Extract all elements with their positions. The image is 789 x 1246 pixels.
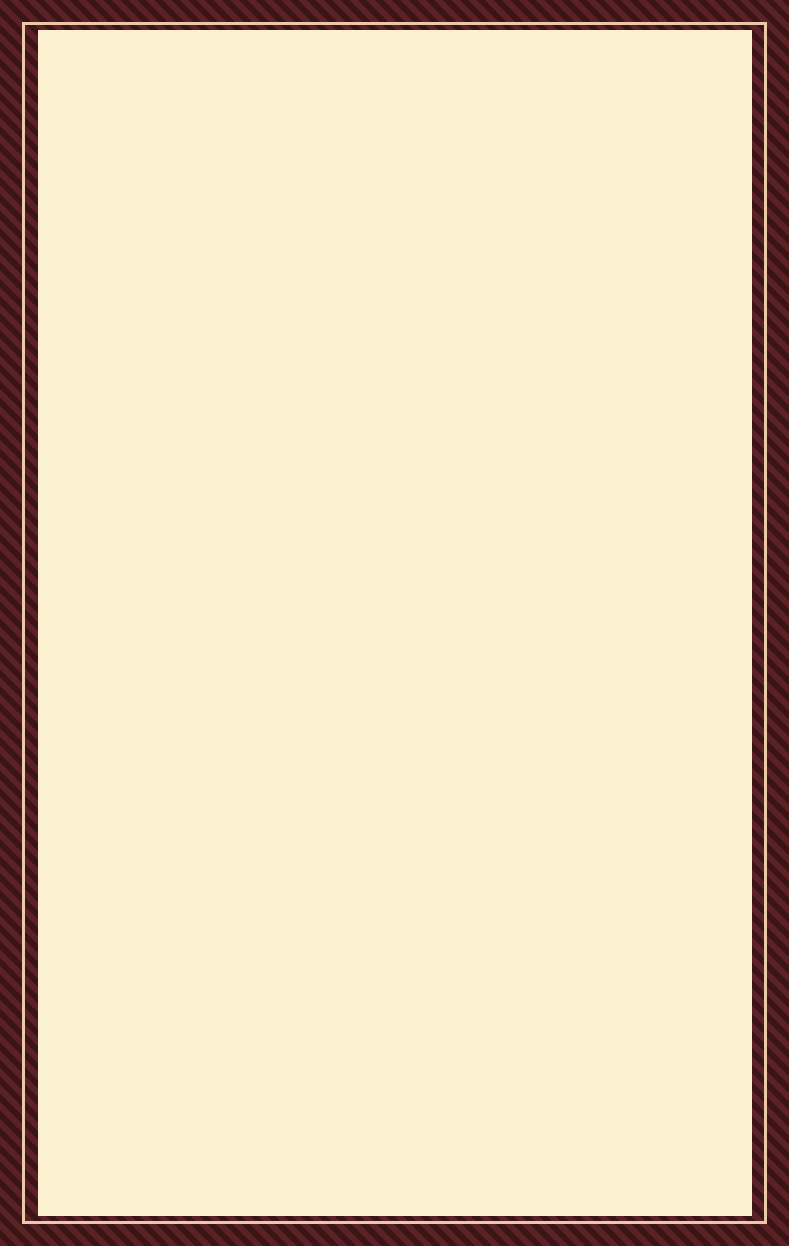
top-ornament: [40, 2, 749, 24]
right-ornament: [767, 40, 789, 1206]
verse-heading: [78, 105, 148, 128]
page-header: [78, 56, 716, 84]
book-page: [38, 30, 752, 1216]
left-ornament: [0, 40, 22, 1206]
verse-block-2: [78, 102, 716, 131]
